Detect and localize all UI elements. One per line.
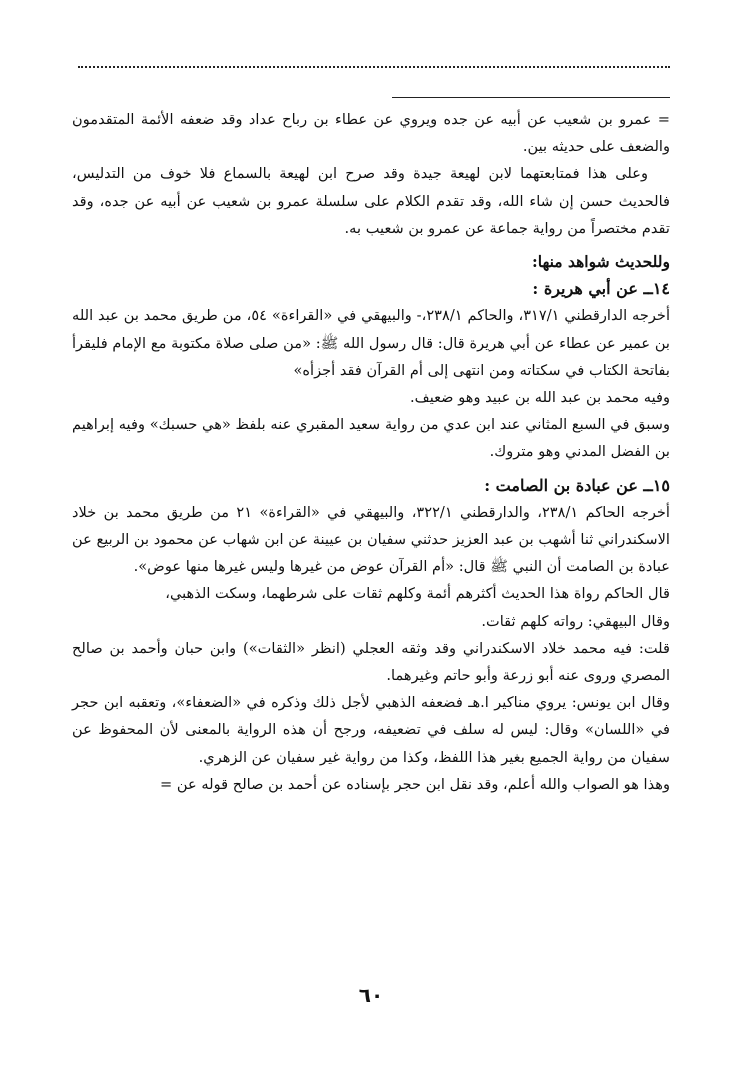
footnote-separator-rule xyxy=(392,97,670,98)
section-14-heading: ١٤ــ عن أبي هريرة : xyxy=(532,279,670,299)
section-15-line: قلت: فيه محمد خلاد الاسكندراني وقد وثقه العجلي (انظر «الثقات») وابن حبان وأحمد بن صالح المصري وروى عنه أبو زرعة وأبو حاتم وغيرهما. xyxy=(72,639,670,685)
section-14-line: أخرجه الدارقطني ٣١٧/١، والحاكم ٢٣٨/١،- والبيهقي في «القراءة» ٥٤، من طريق محمد بن عبد الله بن عمير عن عطاء عن أبي هريرة قال: قال رسول الله ﷺ: «من صلى صلاة مكتوبة مع الإمام فليقرأ بفاتحة الكتاب في سكتاته ومن انتهى إلى أم القرآن فقد أجزأه» xyxy=(72,307,670,379)
section-15-line: وهذا هو الصواب والله أعلم، وقد نقل ابن حجر بإسناده عن أحمد بن صالح قوله عن = xyxy=(160,775,670,793)
section-15-heading: ١٥ــ عن عبادة بن الصامت : xyxy=(484,475,670,495)
section-14-line: وسبق في السبع المثاني عند ابن عدي من رواية سعيد المقبري عنه بلفظ «هي حسبك» وفيه إبراهيم بن الفضل المدني وهو متروك. xyxy=(72,416,670,461)
header-dotted-rule xyxy=(78,66,670,68)
section-14-line: وفيه محمد بن عبد الله بن عبيد وهو ضعيف. xyxy=(409,389,670,407)
page-body xyxy=(72,106,670,798)
page-number: ٦٠ xyxy=(358,983,384,1007)
shawahid-heading: وللحديث شواهد منها: xyxy=(532,252,670,272)
section-15-line: وقال البيهقي: رواته كلهم ثقات. xyxy=(481,612,670,630)
paragraph: وعلى هذا فمتابعتهما لابن لهيعة جيدة وقد صرح ابن لهيعة بالسماع فلا خوف من التدليس، فالحديث حسن إن شاء الله، وقد تقدم الكلام على سلسلة عمرو بن شعيب عن أبيه عن جده، وقد تقدم مختصراً من رواية جماعة عن عمرو بن شعيب به. xyxy=(72,165,670,237)
section-15-line: أخرجه الحاكم ٢٣٨/١، والدارقطني ٣٢٢/١، والبيهقي في «القراءة» ٢١ من طريق محمد بن خلاد الاسكندراني ثنا أشهب بن عبد العزيز حدثني سفيان بن عيينة عن ابن شهاب عن محمود بن الربيع عن عبادة بن الصامت أن النبي ﷺ قال: «أم القرآن عوض من غيرها وليس غيرها منها عوض». xyxy=(72,503,670,576)
footnote-continuation: = عمرو بن شعيب عن أبيه عن جده ويروي عن عطاء بن رباح عداد وقد ضعفه الأئمة المتقدمون والضعف على حديثه بين. xyxy=(72,111,670,156)
section-15-line: قال الحاكم رواة هذا الحديث أكثرهم أئمة وكلهم ثقات على شرطهما، وسكت الذهبي، xyxy=(165,585,670,603)
section-15-line: وقال ابن يونس: يروي مناكير ا.هـ فضعفه الذهبي لأجل ذلك وذكره في «الضعفاء»، وتعقبه ابن حجر في «اللسان» وقال: ليس له سلف في تضعيفه، ورجح أن هذه الرواية بالمعنى لأن المحفوظ عن سفيان من رواية الجميع بغير هذا اللفظ، وكذا من رواية غير سفيان عن الزهري. xyxy=(72,694,670,766)
